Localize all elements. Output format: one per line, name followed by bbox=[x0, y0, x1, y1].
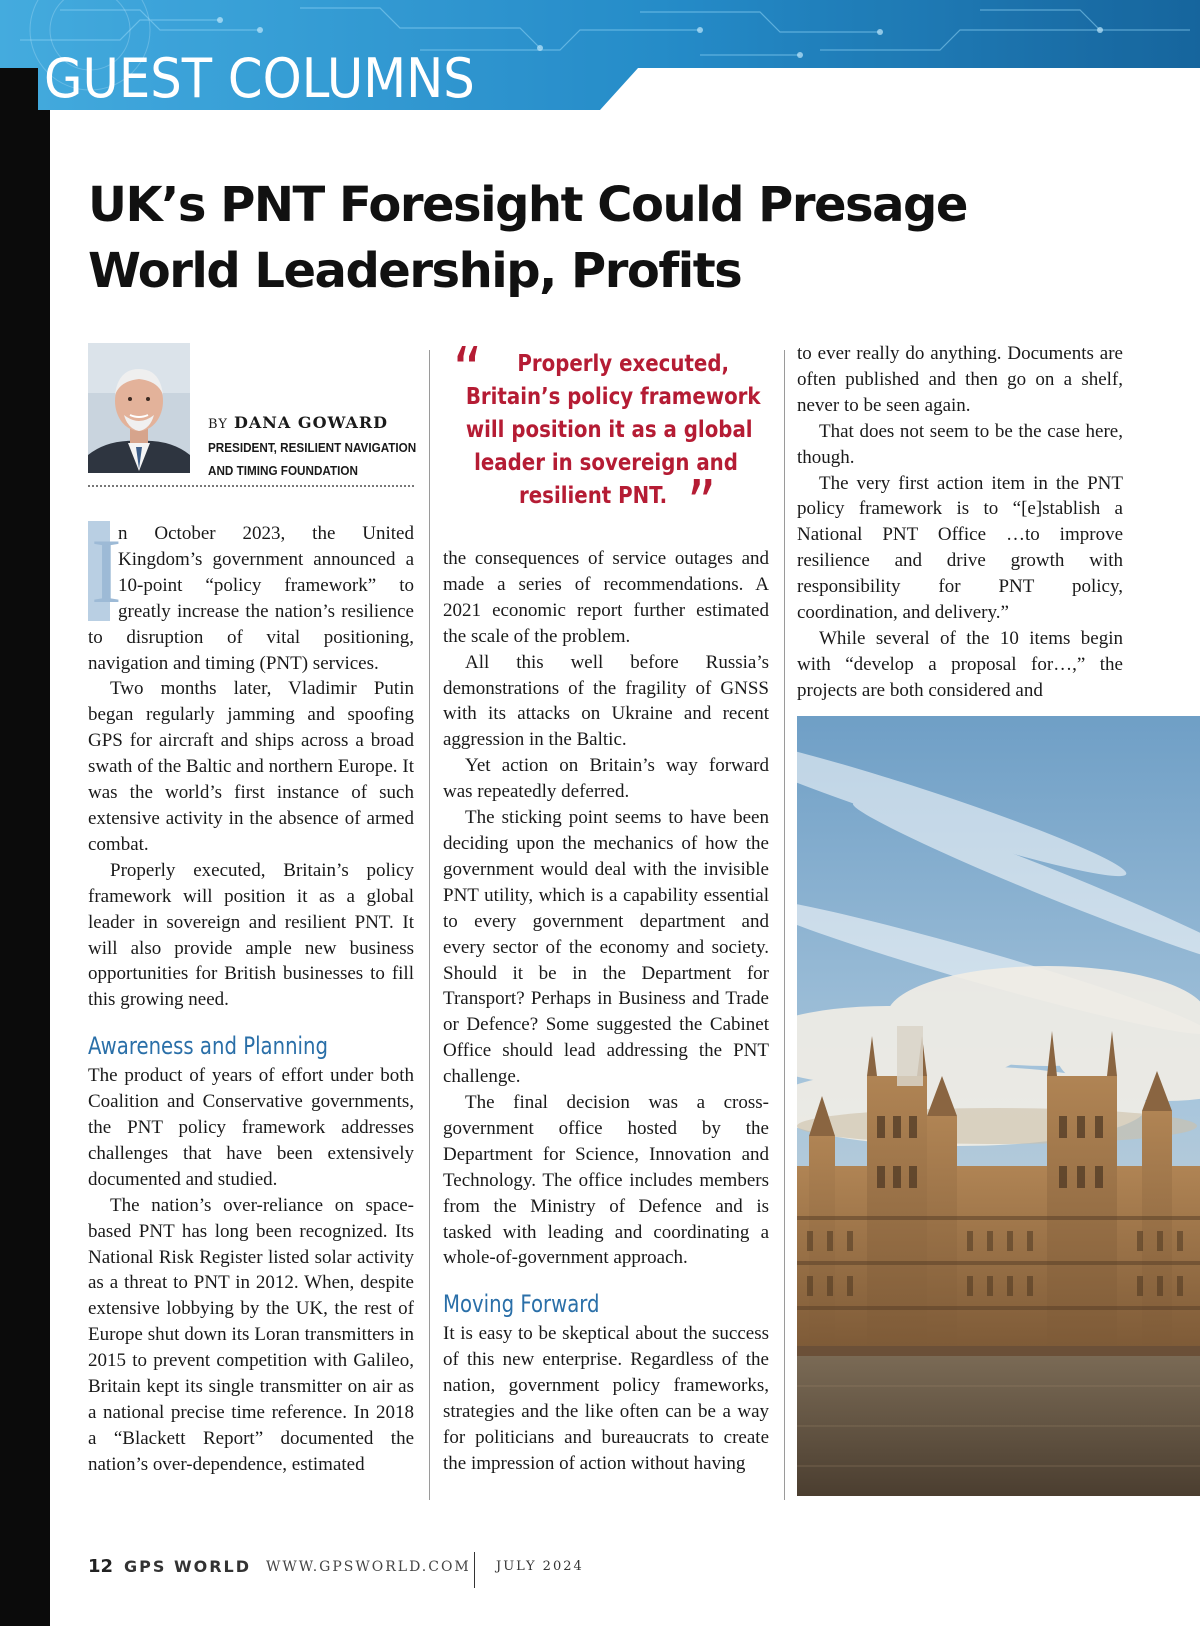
page-edge-bar bbox=[0, 68, 38, 1626]
author-title-line-2: AND TIMING FOUNDATION bbox=[208, 463, 358, 478]
pull-quote-line: resilient PNT. bbox=[519, 483, 668, 509]
author-byline bbox=[208, 413, 388, 432]
open-quote-icon: “ bbox=[452, 335, 483, 409]
paragraph: The final decision was a cross-government office hosted by the Department for Science, Innovation and Technology. The office includes members from the Ministry of Defence and is tasked with leading and coordinating a whole-of-government approach. bbox=[443, 1092, 769, 1269]
page-edge-bar-inner bbox=[38, 110, 50, 1626]
body-column-3 bbox=[797, 341, 1123, 704]
byline-prefix: BY bbox=[208, 417, 228, 432]
pull-quote bbox=[443, 335, 769, 542]
publication-name: GPS WORLD bbox=[124, 1557, 251, 1576]
close-quote-icon: ” bbox=[686, 468, 717, 542]
pull-quote-line: will position it as a global bbox=[465, 417, 753, 443]
author-divider bbox=[88, 485, 414, 487]
column-rule-1 bbox=[429, 350, 430, 1500]
author-name: DANA GOWARD bbox=[234, 413, 389, 432]
pull-quote-line: Britain’s policy framework bbox=[465, 384, 761, 410]
paragraph: The sticking point seems to have been deciding upon the mechanics of how the government would deal with the invisible PNT utility, which is a capability essential to every government department and every sector of the economy and society. Should it be in the Department for Transport? Perhaps in Business and Trade or Defence? Some suggested the Cabinet Office should lead addressing the PNT challenge. bbox=[443, 807, 769, 1088]
pull-quote-line: Properly executed, bbox=[517, 351, 730, 377]
paragraph: While several of the 10 items begin with “develop a proposal for…,” the projects are both considered and bbox=[797, 627, 1123, 701]
article-headline bbox=[88, 172, 967, 304]
section-title: GUEST COLUMNS bbox=[44, 47, 475, 110]
page-number: 12 bbox=[88, 1556, 114, 1577]
author-photo bbox=[88, 343, 190, 473]
column-rule-2 bbox=[784, 350, 785, 1500]
paragraph: Properly executed, Britain’s policy framework will position it as a global leader in sovereign and resilient PNT. It will also provide ample new business opportunities for British businesses to fill this growing need. bbox=[88, 859, 414, 1011]
body-column-2 bbox=[443, 546, 769, 1477]
paragraph: The very first action item in the PNT policy framework is to “[e]stablish a National PNT Office …to improve resilience and drive growth with responsibility for PNT policy, coordination, and delivery.” bbox=[797, 472, 1123, 624]
body-column-1 bbox=[88, 521, 414, 1478]
paragraph: Yet action on Britain’s way forward was repeatedly deferred. bbox=[443, 755, 769, 803]
paragraph: All this well before Russia’s demonstrations of the fragility of GNSS with its attacks on Ukraine and recent aggression in the Baltic. bbox=[443, 651, 769, 751]
issue-date: JULY 2024 bbox=[496, 1559, 584, 1574]
paragraph: the consequences of service outages and made a series of recommendations. A 2021 economic report further estimated the scale of the problem. bbox=[443, 548, 769, 647]
subheading: Awareness and Planning bbox=[88, 1032, 328, 1061]
publication-url[interactable]: WWW.GPSWORLD.COM bbox=[266, 1559, 471, 1575]
paragraph: The nation’s over-reliance on space-based PNT has long been recognized. Its National Risk Register listed solar activity as a threat to PNT in 2012. When, despite extensive lobbying by the UK, the rest of Europe shut down its Loran transmitters in 2015 to prevent competition with Galileo, Britain kept its single transmitter on air as a national precise time reference. In 2018 a “Blackett Report” documented the nation’s over-dependence, estimated bbox=[88, 1194, 414, 1475]
paragraph: I n October 2023, the United Kingdom’s government announced a 10-point “policy framework” to greatly increase the nation’s resilience to disruption of vital positioning, navigation and timing (PNT) services. bbox=[88, 520, 414, 674]
paragraph: to ever really do anything. Documents are often published and then go on a shelf, never to be seen again. bbox=[797, 343, 1123, 416]
drop-cap: I bbox=[88, 521, 110, 621]
paragraph: Two months later, Vladimir Putin began regularly jamming and spoofing GPS for aircraft and ships across a broad swath of the Baltic and northern Europe. It was the world’s first instance of such extensive activity in the absence of armed combat. bbox=[88, 678, 414, 855]
author-title bbox=[208, 436, 416, 482]
headline-line-1: UK’s PNT Foresight Could Presage bbox=[88, 177, 967, 233]
parliament-photo bbox=[797, 716, 1200, 1496]
paragraph: The product of years of effort under both Coalition and Conservative governments, the PNT policy framework addresses challenges that have been extensively documented and studied. bbox=[88, 1065, 414, 1190]
paragraph: That does not seem to be the case here, though. bbox=[797, 420, 1123, 468]
footer-divider bbox=[474, 1552, 475, 1588]
pull-quote-line: leader in sovereign and bbox=[474, 450, 738, 476]
paragraph: It is easy to be skeptical about the success of this new enterprise. Regardless of the nation, government policy frameworks, strategies and the like often can be a way for politicians and bureaucrats to create the impression of action without having bbox=[443, 1323, 769, 1474]
author-title-line-1: PRESIDENT, RESILIENT NAVIGATION bbox=[208, 440, 417, 455]
headline-line-2: World Leadership, Profits bbox=[88, 243, 742, 299]
section-banner bbox=[0, 0, 1200, 110]
pull-quote-text bbox=[443, 348, 769, 513]
subheading: Moving Forward bbox=[443, 1290, 600, 1319]
